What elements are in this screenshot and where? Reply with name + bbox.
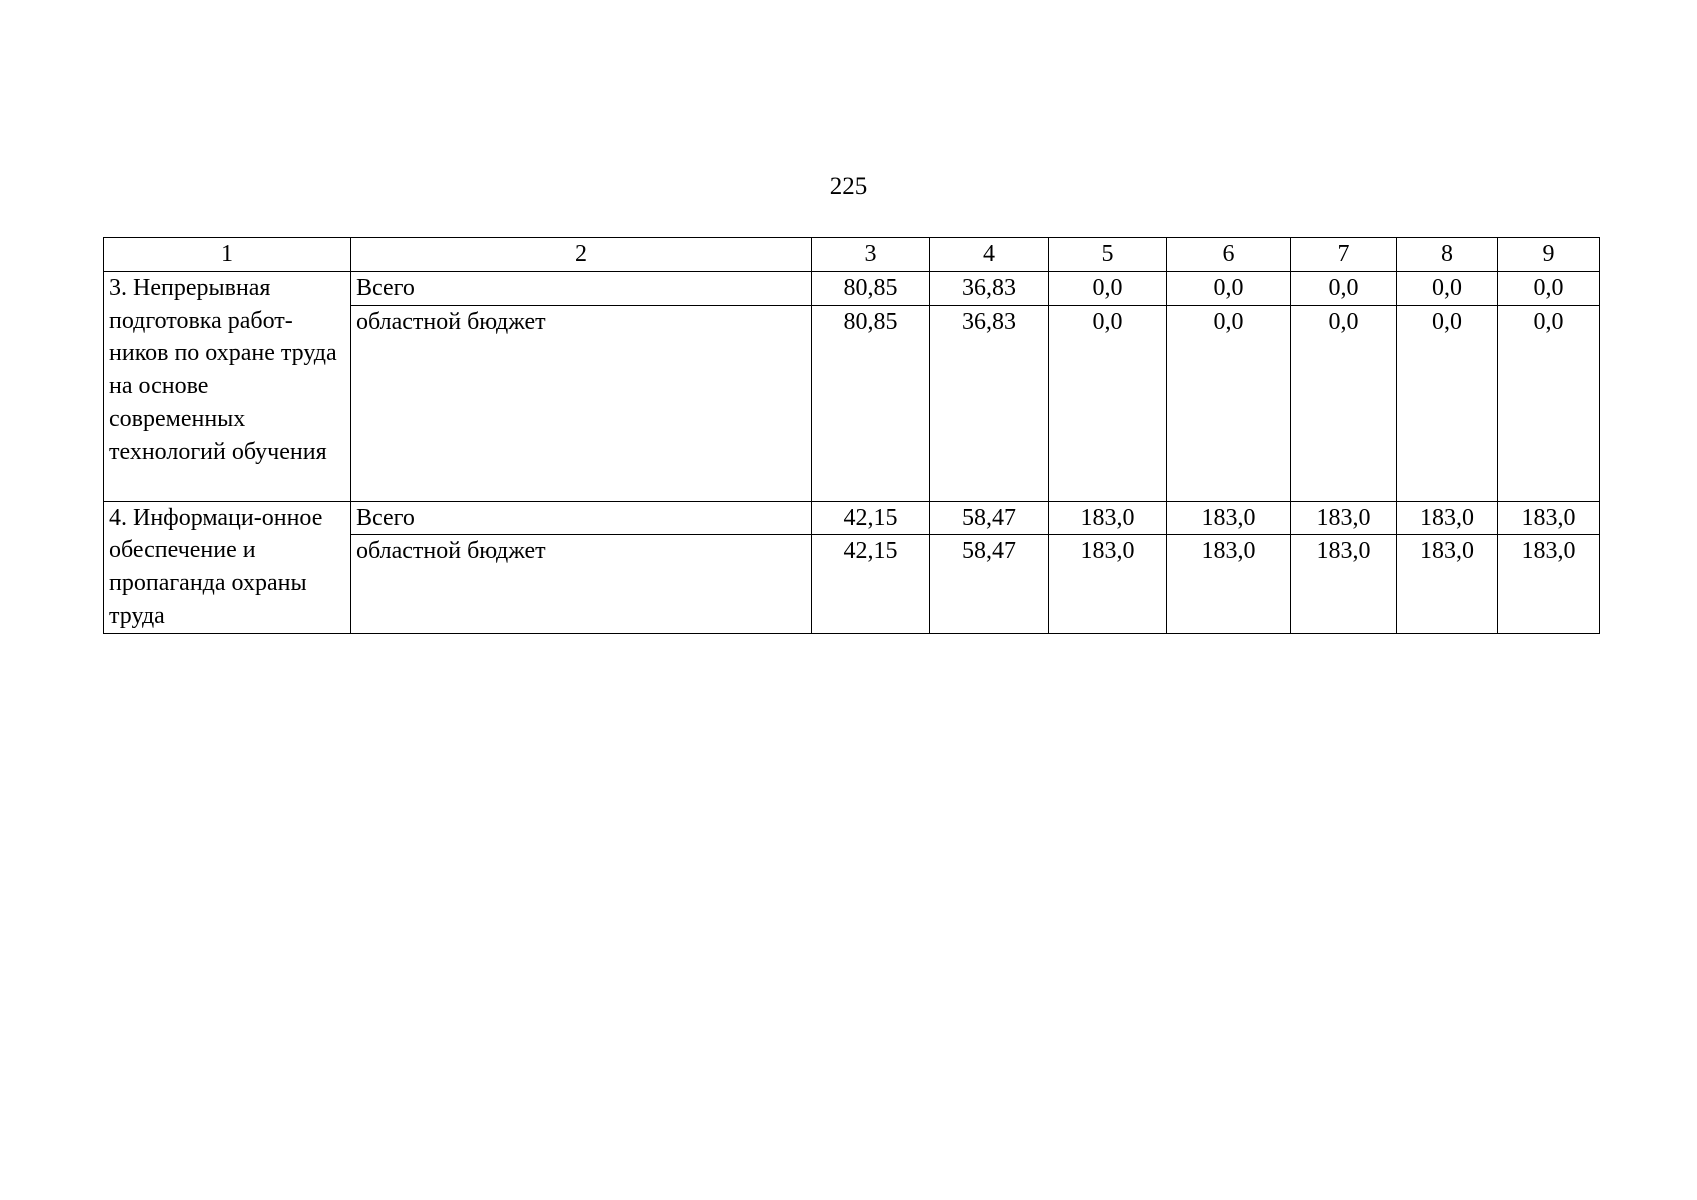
column-header: 7 [1291,238,1397,272]
value-cell: 58,47 [930,501,1049,535]
column-header: 5 [1049,238,1167,272]
value-cell: 0,0 [1291,305,1397,501]
column-header: 3 [812,238,930,272]
column-header: 2 [351,238,812,272]
value-cell: 183,0 [1397,501,1498,535]
funding-source-cell: Всего [351,501,812,535]
value-cell: 0,0 [1397,305,1498,501]
funding-source-cell: областной бюджет [351,305,812,501]
value-cell: 0,0 [1167,305,1291,501]
page-number: 225 [829,173,868,200]
value-cell: 183,0 [1049,535,1167,633]
funding-table [103,237,1600,634]
table-row [104,501,1600,535]
funding-source-cell: областной бюджет [351,535,812,633]
value-cell: 80,85 [812,305,930,501]
value-cell: 183,0 [1167,535,1291,633]
column-header: 1 [104,238,351,272]
value-cell: 58,47 [930,535,1049,633]
value-cell: 0,0 [1049,305,1167,501]
value-cell: 183,0 [1291,535,1397,633]
measure-name-cell: 3. Непрерывная подготовка работ-ников по охране труда на основе современных технологий обучения [104,271,351,501]
value-cell: 42,15 [812,535,930,633]
value-cell: 36,83 [930,271,1049,305]
value-cell: 36,83 [930,305,1049,501]
value-cell: 80,85 [812,271,930,305]
value-cell: 183,0 [1167,501,1291,535]
column-header: 9 [1498,238,1600,272]
column-number-row [104,238,1600,272]
column-header: 4 [930,238,1049,272]
value-cell: 0,0 [1049,271,1167,305]
column-header: 8 [1397,238,1498,272]
value-cell: 0,0 [1291,271,1397,305]
value-cell: 183,0 [1291,501,1397,535]
measure-name-cell: 4. Информаци-онное обеспечение и пропаганда охраны труда [104,501,351,633]
value-cell: 42,15 [812,501,930,535]
value-cell: 0,0 [1167,271,1291,305]
value-cell: 0,0 [1498,305,1600,501]
table-row [104,271,1600,305]
value-cell: 0,0 [1397,271,1498,305]
value-cell: 183,0 [1498,535,1600,633]
value-cell: 183,0 [1049,501,1167,535]
value-cell: 183,0 [1498,501,1600,535]
value-cell: 0,0 [1498,271,1600,305]
funding-source-cell: Всего [351,271,812,305]
column-header: 6 [1167,238,1291,272]
value-cell: 183,0 [1397,535,1498,633]
